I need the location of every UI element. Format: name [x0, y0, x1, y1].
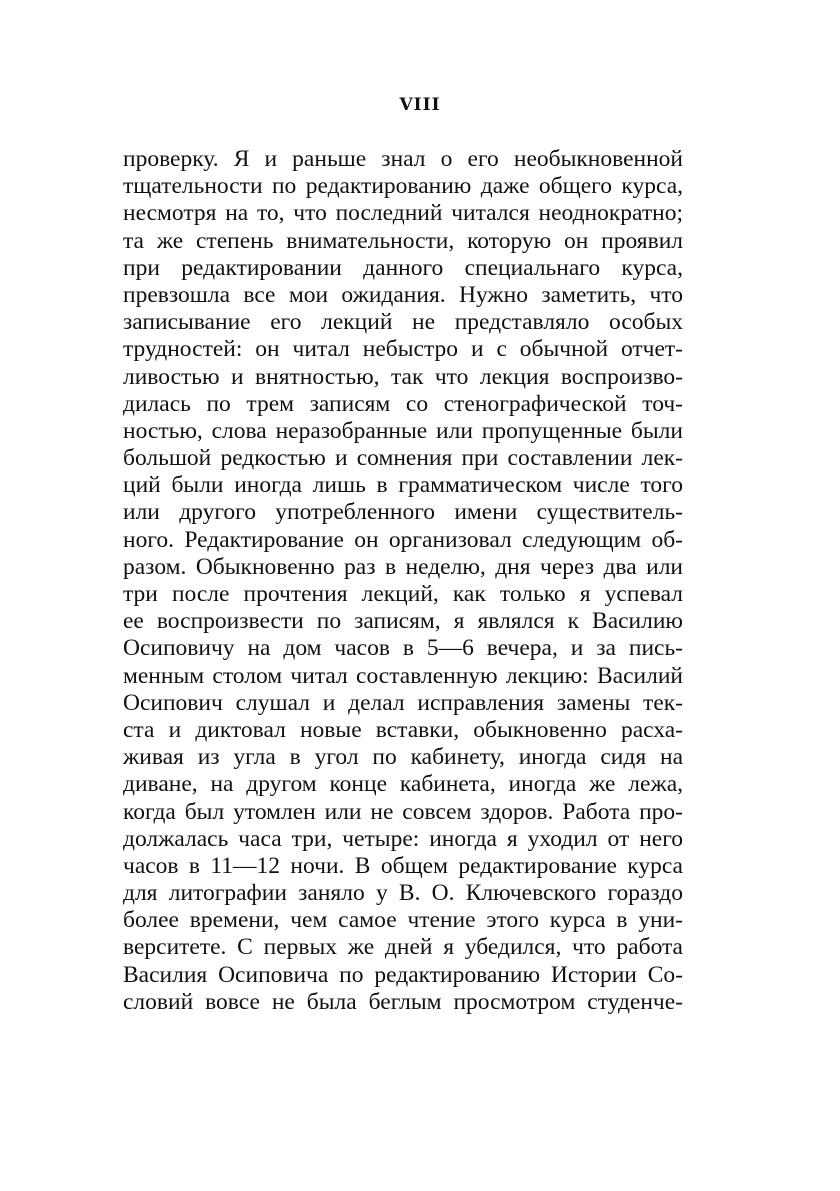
- text-line: часов в 11—12 ночи. В общем редактирование курса: [123, 852, 683, 879]
- text-line: Осипович слушал и делал исправления замены тек-: [123, 689, 683, 716]
- body-text: [123, 146, 683, 1016]
- text-line: большой редкостью и сомнения при составлении лек-: [123, 445, 683, 472]
- text-line: для литографии заняло у В. О. Ключевского гораздо: [123, 880, 683, 907]
- text-line: дилась по трем записям со стенографической точ-: [123, 390, 683, 417]
- text-line: при редактировании данного специальнаго курса,: [123, 254, 683, 281]
- text-line: проверку. Я и раньше знал о его необыкновенной: [123, 146, 683, 172]
- page-number: VIII: [399, 95, 441, 115]
- text-line: Василия Осиповича по редактированию Истории Со-: [123, 961, 683, 988]
- text-line: несмотря на то, что последний читался неоднократно;: [123, 200, 683, 227]
- text-line: разом. Обыкновенно раз в неделю, дня через два или: [123, 553, 683, 580]
- text-line: или другого употребленного имени существитель-: [123, 499, 683, 526]
- text-line: Осиповичу на дом часов в 5—6 вечера, и за пись-: [123, 635, 683, 662]
- text-line: когда был утомлен или не совсем здоров. Работа про-: [123, 798, 683, 825]
- text-line: записывание его лекций не представляло особых: [123, 309, 683, 336]
- text-line: диване, на другом конце кабинета, иногда же лежа,: [123, 771, 683, 798]
- text-line: верситете. С первых же дней я убедился, что работа: [123, 934, 683, 961]
- text-line: ста и диктовал новые вставки, обыкновенно расха-: [123, 716, 683, 743]
- text-line: более времени, чем самое чтение этого курса в уни-: [123, 907, 683, 934]
- text-line: ливостью и внятностью, так что лекция воспроизво-: [123, 363, 683, 390]
- text-line: ций были иногда лишь в грамматическом числе того: [123, 472, 683, 499]
- text-line: ного. Редактирование он организовал следующим об-: [123, 526, 683, 553]
- text-line: словий вовсе не была беглым просмотром студенче-: [123, 988, 683, 1015]
- text-line: ее воспроизвести по записям, я являлся к Василию: [123, 608, 683, 635]
- text-line: превзошла все мои ожидания. Нужно заметить, что: [123, 281, 683, 308]
- text-line: живая из угла в угол по кабинету, иногда сидя на: [123, 744, 683, 771]
- text-line: трудностей: он читал небыстро и с обычной отчет-: [123, 336, 683, 363]
- text-line: тщательности по редактированию даже общего курса,: [123, 173, 683, 200]
- text-line: менным столом читал составленную лекцию: Василий: [123, 662, 683, 689]
- text-line: должалась часа три, четыре: иногда я уходил от него: [123, 825, 683, 852]
- text-line: три после прочтения лекций, как только я успевал: [123, 581, 683, 607]
- text-line: ностью, слова неразобранные или пропущенные были: [123, 417, 683, 444]
- text-line: та же степень внимательности, которую он проявил: [123, 227, 683, 254]
